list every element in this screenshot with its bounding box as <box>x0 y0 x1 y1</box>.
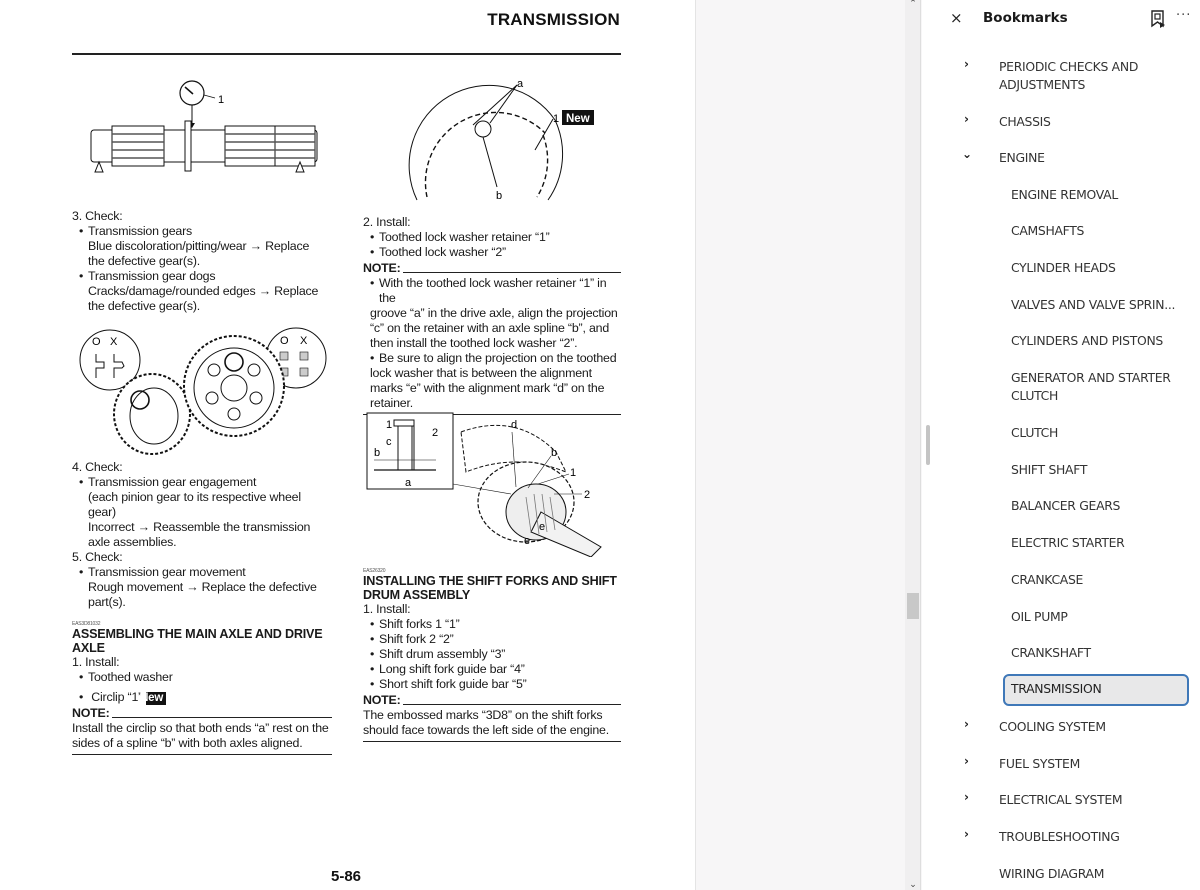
document-scrollbar[interactable] <box>905 0 921 890</box>
bookmark-oil-pump[interactable]: OIL PUMP <box>1011 609 1068 624</box>
chevron-down-icon[interactable]: ⌄ <box>962 147 973 161</box>
svg-text:d: d <box>511 419 518 431</box>
viewer-background <box>695 0 905 890</box>
bookmark-periodic-checks[interactable]: PERIODIC CHECKS AND ADJUSTMENTS <box>999 59 1139 92</box>
bookmarks-header <box>922 0 1200 40</box>
lock-washer-figure <box>405 75 620 205</box>
bookmark-engine-removal[interactable]: ENGINE REMOVAL <box>1011 187 1118 202</box>
svg-text:a: a <box>405 477 412 489</box>
svg-text:1: 1 <box>553 113 560 125</box>
bookmark-generator-starter-clutch[interactable]: GENERATOR AND STARTER CLUTCH <box>1011 370 1171 403</box>
svg-text:b: b <box>551 447 558 459</box>
check-steps-4-5: 4. Check: • Transmission gear engagement (each pinion gear to its respective wheel gear) Incorrect → Reassemble the transmission axle assemblies. 5. Check: • Transmission gear movement Rough movement → Replace the defective part(s). <box>72 460 332 610</box>
section-shift-forks: EAS26320 INSTALLING THE SHIFT FORKS AND SHIFT DRUM ASSEMBLY 1. Install: • Shift forks 1 “1” • Shift fork 2 “2” • Shift drum assembly “3” • Long shift fork guide bar “4” • Short shift fork guide bar “5” NOTE: The embossed marks “3D8” on the shift forks should face towards the left side of the engine. <box>363 568 621 746</box>
svg-text:b: b <box>374 447 381 459</box>
chevron-right-icon[interactable]: › <box>964 57 969 71</box>
install-step-2: 2. Install: • Toothed lock washer retainer “1” • Toothed lock washer “2” NOTE: • With the toothed lock washer retainer “1” in the groove “a” in the drive axle, align the projection “c” on the retainer with an axle spline “b”, and then install the toothed lock washer “2”. • Be sure to align the projection on the toothed lock washer that is between the alignment marks “e” with the alignment mark “d” on the retainer. <box>363 215 621 419</box>
scrollbar-thumb[interactable] <box>907 593 919 619</box>
check-step-3: 3. Check: • Transmission gears Blue discoloration/pitting/wear → Replace the defective gear(s). • Transmission gear dogs Cracks/damage/rounded edges → Replace the defective gear(s). <box>72 209 332 314</box>
svg-text:b: b <box>496 190 503 202</box>
bookmark-electric-starter[interactable]: ELECTRIC STARTER <box>1011 535 1125 550</box>
section-heading: ASSEMBLING THE MAIN AXLE AND DRIVE <box>72 627 323 641</box>
bookmarks-title: Bookmarks <box>983 10 1068 26</box>
scroll-up-icon[interactable]: ⌃ <box>909 0 917 8</box>
svg-text:e: e <box>524 535 531 547</box>
new-badge: New <box>146 692 166 705</box>
chevron-right-icon[interactable]: › <box>964 112 969 126</box>
bookmark-cooling-system[interactable]: COOLING SYSTEM <box>999 719 1106 734</box>
svg-text:1: 1 <box>218 94 225 106</box>
section-code: EAS3D81032 <box>72 621 101 627</box>
bookmark-crankshaft[interactable]: CRANKSHAFT <box>1011 645 1091 660</box>
note-end-rule <box>72 751 332 755</box>
gear-dogs-figure <box>74 326 334 456</box>
svg-text:X: X <box>300 335 308 347</box>
svg-text:O: O <box>92 336 101 348</box>
note-header: NOTE: <box>363 261 621 276</box>
page-title: TRANSMISSION <box>487 10 620 29</box>
section-assembling-axles: EAS3D81032 ASSEMBLING THE MAIN AXLE AND DRIVE AXLE 1. Install: • Toothed washer • Circlip “1”New NOTE: Install the circlip so that both ends “a” rest on the sides of a spline “b” with both axles aligned. <box>72 621 332 759</box>
bookmark-valves[interactable]: VALVES AND VALVE SPRIN... <box>1011 297 1176 312</box>
chevron-right-icon[interactable]: › <box>964 827 969 841</box>
more-options-icon[interactable]: ··· <box>1176 8 1192 23</box>
bookmarks-scrollbar[interactable] <box>926 425 930 465</box>
chevron-right-icon[interactable]: › <box>964 717 969 731</box>
note-end-rule <box>363 738 621 742</box>
note-header: NOTE: <box>363 693 621 708</box>
svg-text:1: 1 <box>570 467 577 479</box>
alignment-marks-figure <box>366 412 606 557</box>
bookmark-shift-shaft[interactable]: SHIFT SHAFT <box>1011 462 1088 477</box>
bookmark-transmission-selected[interactable]: TRANSMISSION <box>1003 674 1189 706</box>
section-code: EAS26320 <box>363 568 386 574</box>
bookmark-clutch[interactable]: CLUTCH <box>1011 425 1059 440</box>
svg-text:a: a <box>517 78 524 90</box>
bookmarks-panel <box>922 0 1200 890</box>
svg-text:1: 1 <box>386 419 393 431</box>
bookmark-electrical-system[interactable]: ELECTRICAL SYSTEM <box>999 792 1123 807</box>
bookmark-troubleshooting[interactable]: TROUBLESHOOTING <box>999 829 1120 844</box>
svg-text:X: X <box>110 336 118 348</box>
svg-text:e: e <box>539 521 546 533</box>
bookmark-wiring-diagram[interactable]: WIRING DIAGRAM <box>999 866 1105 881</box>
bookmark-crankcase[interactable]: CRANKCASE <box>1011 572 1084 587</box>
chevron-right-icon[interactable]: › <box>964 754 969 768</box>
bookmark-cylinders-pistons[interactable]: CYLINDERS AND PISTONS <box>1011 333 1163 348</box>
chevron-right-icon[interactable]: › <box>964 790 969 804</box>
svg-text:2: 2 <box>584 489 591 501</box>
shaft-runout-figure <box>85 78 320 173</box>
scroll-down-icon[interactable]: ⌄ <box>909 879 917 889</box>
page-number: 5-86 <box>331 868 362 885</box>
svg-text:O: O <box>280 335 289 347</box>
bookmark-camshafts[interactable]: CAMSHAFTS <box>1011 223 1085 238</box>
svg-text:New: New <box>566 113 590 125</box>
header-rule <box>72 53 621 55</box>
bookmark-balancer-gears[interactable]: BALANCER GEARS <box>1011 498 1121 513</box>
bookmark-cylinder-heads[interactable]: CYLINDER HEADS <box>1011 260 1116 275</box>
note-header: NOTE: <box>72 706 332 721</box>
section-heading: INSTALLING THE SHIFT FORKS AND SHIFT <box>363 574 617 588</box>
bookmark-engine[interactable]: ENGINE <box>999 150 1045 165</box>
bookmark-chassis[interactable]: CHASSIS <box>999 114 1051 129</box>
svg-text:2: 2 <box>432 427 439 439</box>
svg-text:c: c <box>386 436 392 448</box>
close-icon[interactable]: × <box>950 9 963 27</box>
add-bookmark-icon[interactable] <box>1150 10 1166 28</box>
bookmark-fuel-system[interactable]: FUEL SYSTEM <box>999 756 1080 771</box>
